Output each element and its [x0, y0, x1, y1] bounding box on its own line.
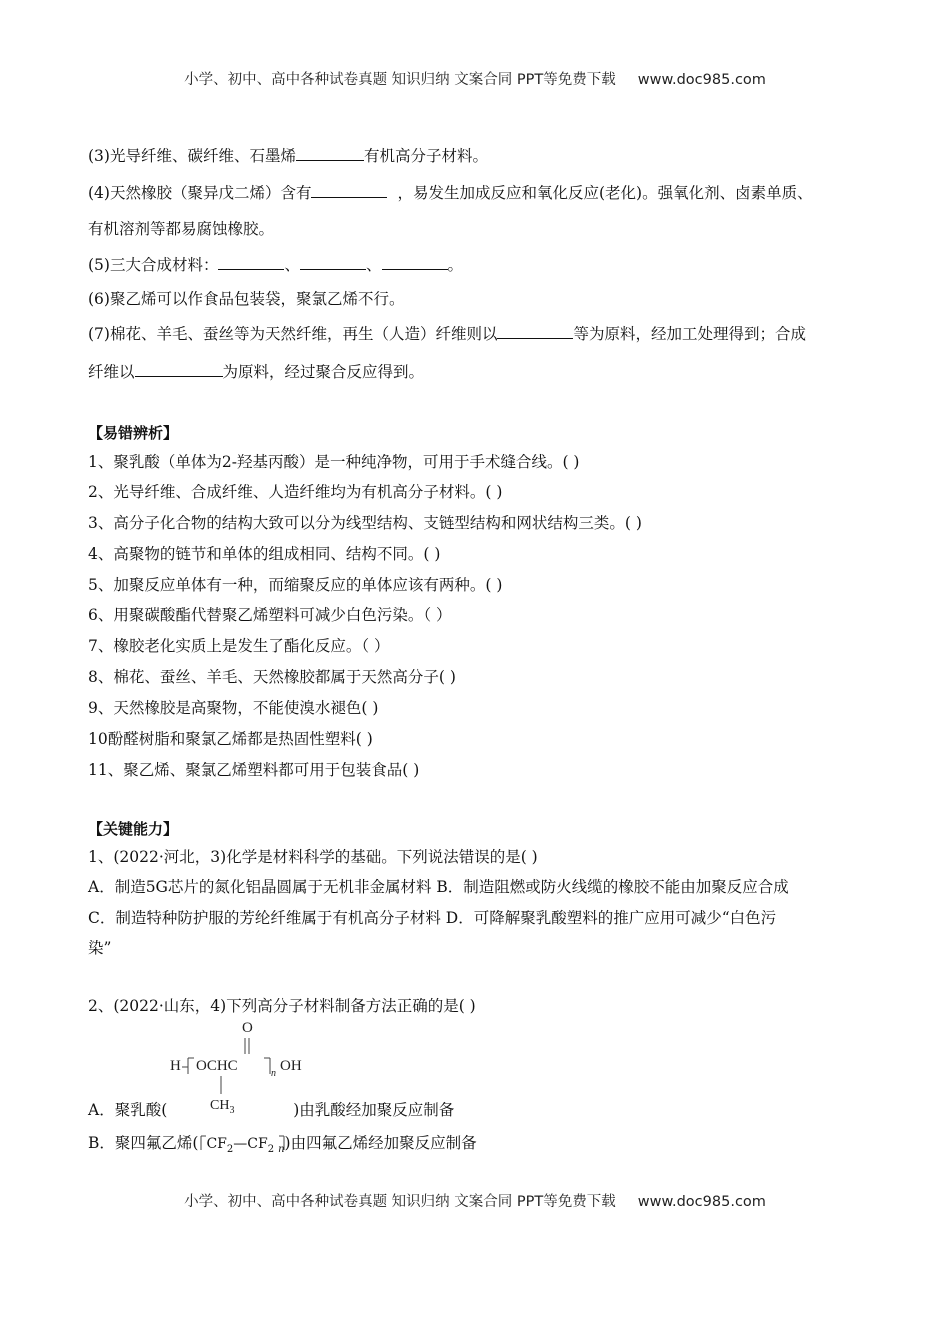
footer-text: 小学、初中、高中各种试卷真题 知识归纳 文案合同 PPT等免费下载 [184, 1194, 616, 1210]
fill-item-4-text: (4)天然橡胶（聚异戊二烯）含有 [88, 184, 312, 202]
ptfe-n: n [278, 1143, 285, 1155]
fill-item-4-tail: ，易发生加成反应和氧化反应(老化)。强氧化剂、卤素单质、 [397, 184, 813, 202]
period: 。 [447, 256, 464, 274]
fill-item-7 [88, 324, 806, 344]
footer-site-link[interactable]: www.doc985.com [637, 1194, 766, 1210]
error-item-10: 10酚醛树脂和聚氯乙烯都是热固性塑料( ) [88, 730, 373, 748]
page-header [0, 68, 950, 89]
formula-oxygen: O [242, 1020, 253, 1036]
fill-item-6: (6)聚乙烯可以作食品包装袋，聚氯乙烯不行。 [88, 290, 405, 308]
question-2-option-b [88, 1133, 477, 1160]
error-item-3: 3、高分子化合物的结构大致可以分为线型结构、支链型结构和网状结构三类。( ) [88, 514, 642, 532]
fill-item-5 [88, 255, 463, 275]
formula-h: H [170, 1058, 181, 1074]
error-item-4: 4、高聚物的链节和单体的组成相同、结构不同。( ) [88, 545, 441, 563]
fill-item-7-cont-tail: 为原料，经过聚合反应得到。 [222, 363, 425, 381]
formula-repeat-unit: OCHC [196, 1058, 238, 1074]
answer-blank[interactable] [300, 255, 366, 270]
fill-item-4 [88, 183, 813, 203]
question-1-stem: 1、(2022·河北，3)化学是材料科学的基础。下列说法错误的是( ) [88, 848, 538, 866]
formula-n: n [271, 1068, 276, 1079]
answer-blank[interactable] [218, 255, 284, 270]
fill-item-3 [88, 146, 488, 166]
option-a-tail: )由乳酸经加聚反应制备 [293, 1101, 455, 1119]
fill-item-4-cont: 有机溶剂等都易腐蚀橡胶。 [88, 220, 275, 238]
answer-blank[interactable] [135, 362, 223, 377]
option-b-text: B．聚四氟乙烯( [88, 1134, 199, 1152]
header-text: 小学、初中、高中各种试卷真题 知识归纳 文案合同 PPT等免费下载 [184, 72, 616, 88]
error-item-6: 6、用聚碳酸酯代替聚乙烯塑料可减少白色污染。（ ） [88, 606, 452, 624]
option-a-text: A．聚乳酸( [88, 1101, 168, 1119]
formula-subscript: 3 [229, 1104, 235, 1116]
error-item-9: 9、天然橡胶是高聚物，不能使溴水褪色( ) [88, 699, 379, 717]
fill-item-3-tail: 有机高分子材料。 [363, 147, 488, 165]
question-1-options-cd-cont: 染” [88, 939, 112, 957]
fill-item-7-tail: 等为原料，经加工处理得到；合成 [573, 325, 806, 343]
answer-blank[interactable] [382, 255, 448, 270]
ptfe-cf: CF [247, 1136, 268, 1152]
ptfe-cf: CF [206, 1136, 227, 1152]
fill-item-5-text: (5)三大合成材料： [88, 256, 219, 274]
error-item-5: 5、加聚反应单体有一种，而缩聚反应的单体应该有两种。( ) [88, 576, 503, 594]
separator: 、 [365, 256, 382, 274]
separator: 、 [284, 256, 300, 274]
error-item-11: 11、聚乙烯、聚氯乙烯塑料都可用于包装食品( ) [88, 761, 420, 779]
question-2-stem: 2、(2022·山东，4)下列高分子材料制备方法正确的是( ) [88, 997, 476, 1015]
fill-item-7-cont-text: 纤维以 [88, 363, 135, 381]
error-item-8: 8、棉花、蚕丝、羊毛、天然橡胶都属于天然高分子( ) [88, 668, 456, 686]
fill-item-7-text: (7)棉花、羊毛、蚕丝等为天然纤维，再生（人造）纤维则以 [88, 325, 498, 343]
answer-blank[interactable] [296, 146, 364, 161]
question-1-options-ab: A．制造5G芯片的氮化铝晶圆属于无机非金属材料 B．制造阻燃或防火线缆的橡胶不能由加聚反应合成 [88, 878, 789, 896]
formula-ch: CH [210, 1098, 230, 1113]
option-b-tail: )由四氟乙烯经加聚反应制备 [284, 1134, 477, 1152]
ptfe-formula [198, 1134, 284, 1160]
answer-blank[interactable] [311, 183, 387, 198]
section-title-errors: 【易错辨析】 [88, 424, 179, 442]
ptfe-subscript: 2 [226, 1143, 234, 1155]
fill-item-3-text: (3)光导纤维、碳纤维、石墨烯 [88, 147, 296, 165]
fill-item-7-cont [88, 362, 424, 382]
question-1-options-cd: C．制造特种防护服的芳纶纤维属于有机高分子材料 D．可降解聚乳酸塑料的推广应用可减少“白色污 [88, 909, 777, 927]
answer-blank[interactable] [497, 324, 573, 339]
error-item-2: 2、光导纤维、合成纤维、人造纤维均为有机高分子材料。( ) [88, 483, 503, 501]
error-item-1: 1、聚乳酸（单体为2-羟基丙酸）是一种纯净物，可用于手术缝合线。( ) [88, 453, 580, 471]
question-2-option-a [88, 1100, 454, 1120]
ptfe-subscript: 2 [267, 1143, 275, 1155]
ptfe-brackets [198, 1132, 290, 1154]
error-item-7: 7、橡胶老化实质上是发生了酯化反应。（ ） [88, 637, 390, 655]
formula-oh: OH [280, 1058, 302, 1074]
page-footer [0, 1190, 950, 1211]
ptfe-bond: — [233, 1136, 248, 1152]
section-title-key: 【关键能力】 [88, 820, 179, 838]
header-site-link[interactable]: www.doc985.com [637, 72, 766, 88]
